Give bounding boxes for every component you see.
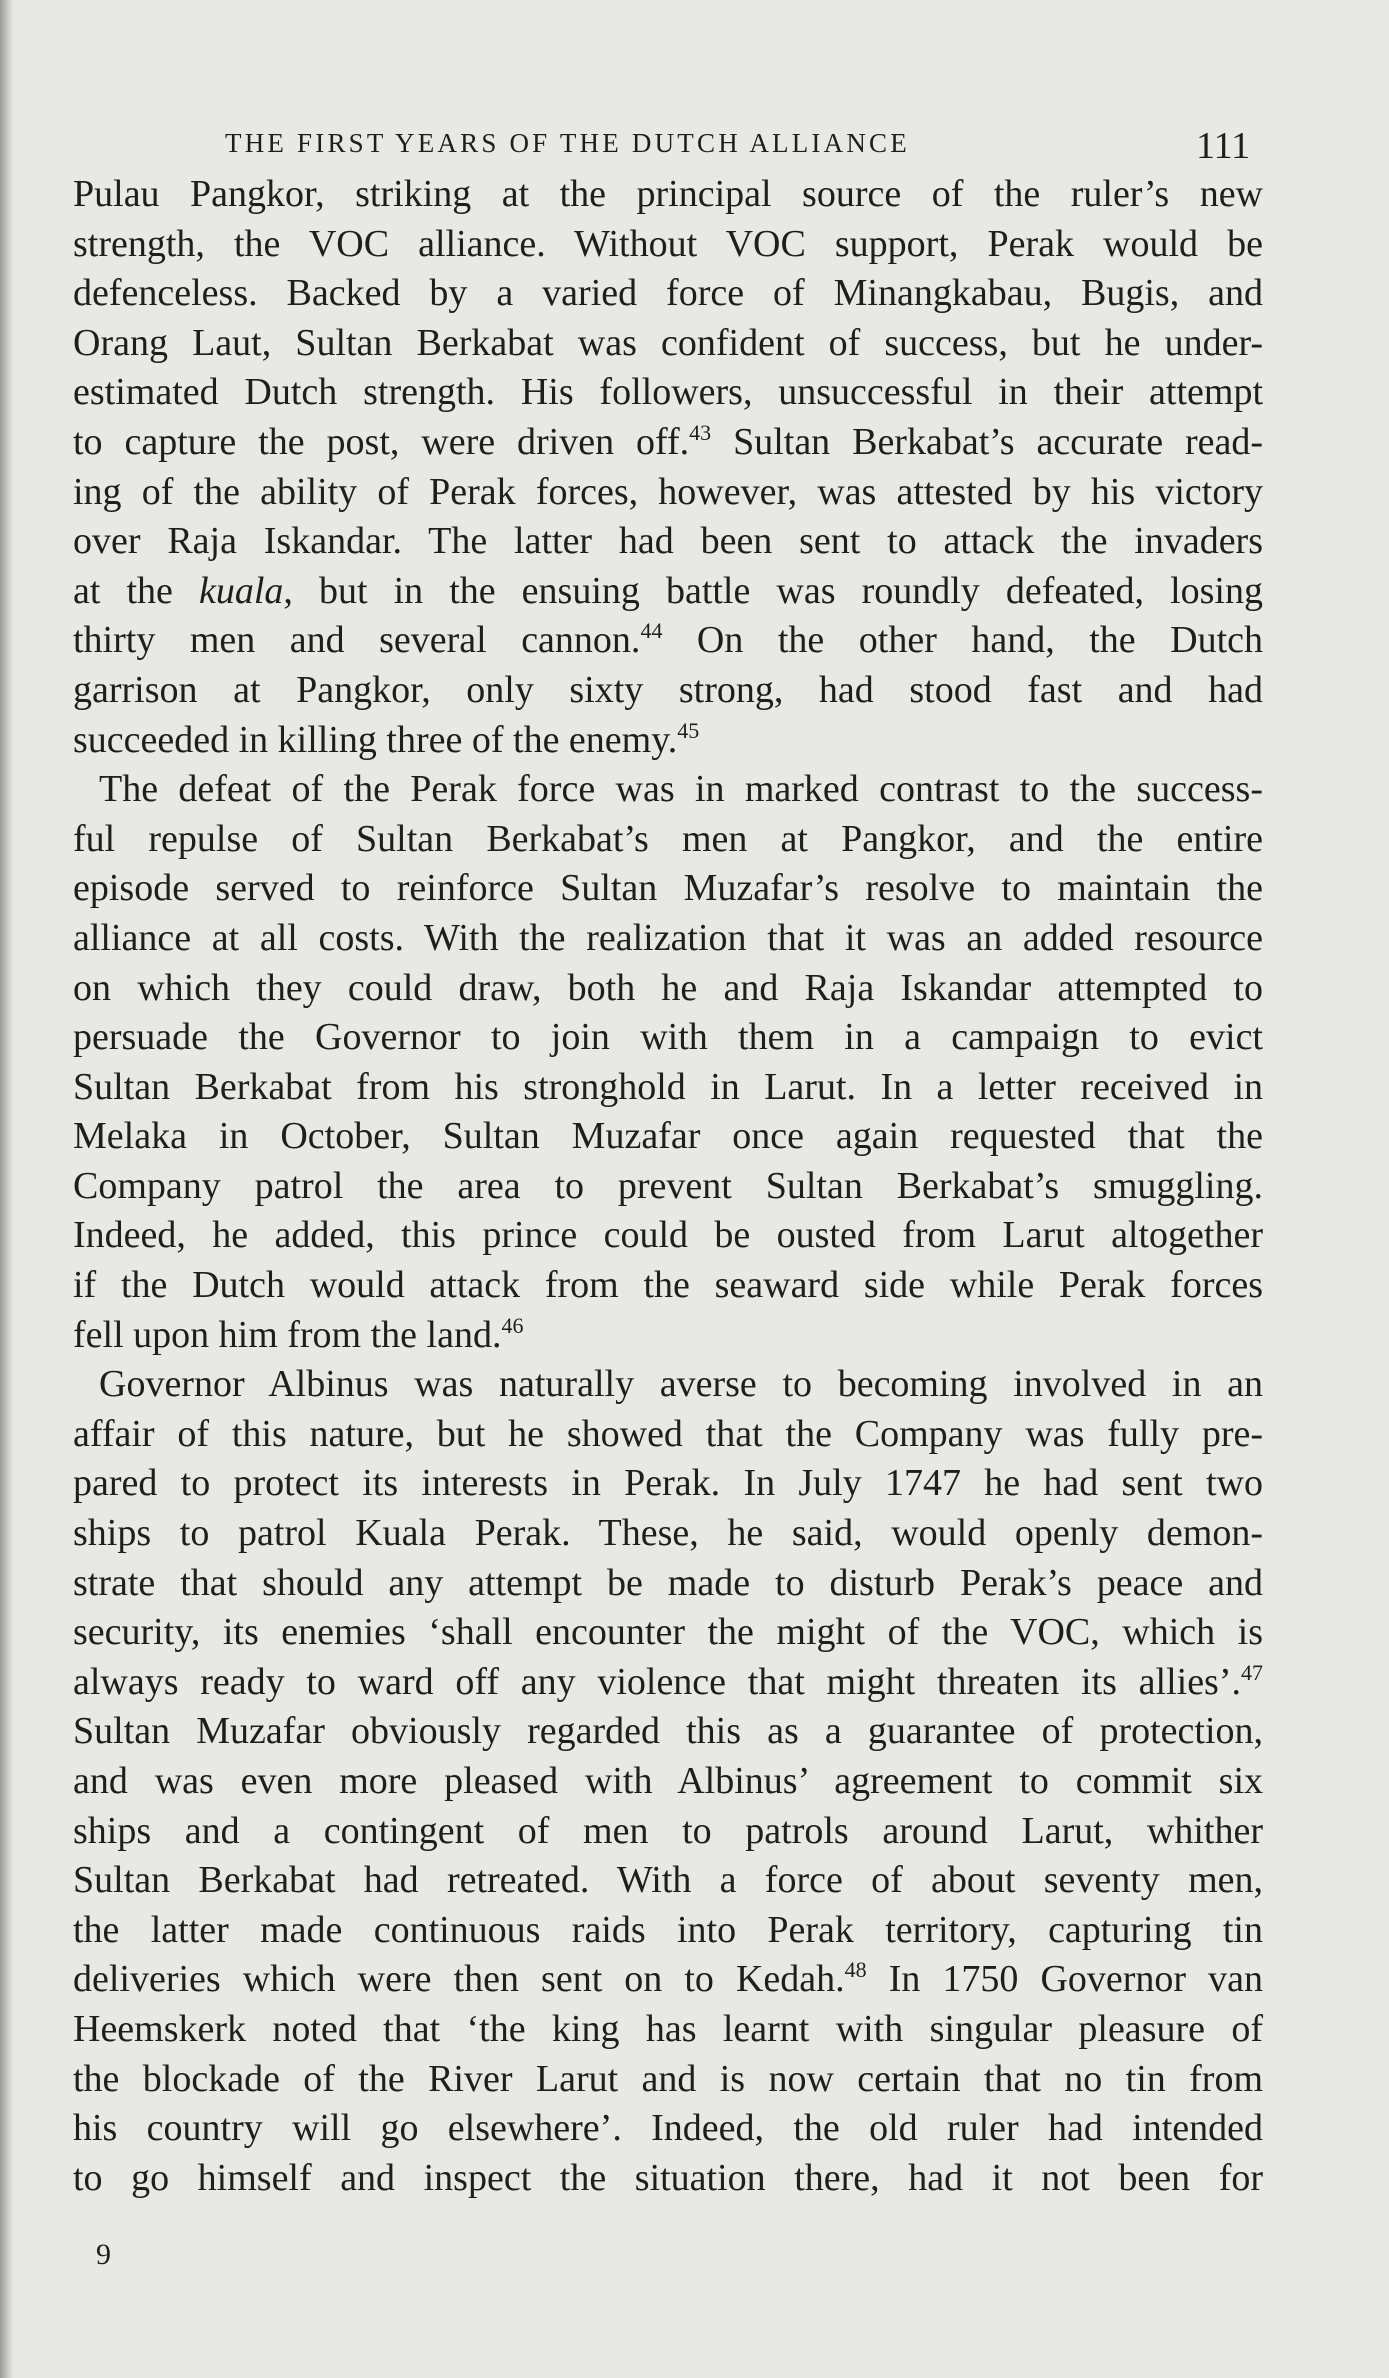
text-segment: strate that should any attempt be made to disturb Perak’s peace and — [73, 1561, 1263, 1604]
page-number: 111 — [1196, 125, 1251, 167]
text-segment: to capture the post, were driven off. — [73, 420, 690, 463]
footnote-ref: 44 — [640, 618, 663, 644]
text-segment: garrison at Pangkor, only sixty strong, had stood fast and had — [73, 668, 1263, 711]
text-line — [73, 1608, 1263, 1658]
text-line — [73, 864, 1263, 914]
text-segment: pared to protect its interests in Perak. In July 1747 he had sent two — [73, 1462, 1263, 1505]
text-line — [73, 1658, 1263, 1708]
text-segment: defenceless. Backed by a varied force of Minangkabau, Bugis, and — [73, 272, 1263, 315]
text-line — [73, 1410, 1263, 1460]
text-segment: deliveries which were then sent on to Kedah. — [73, 1958, 845, 2001]
text-segment: ships and a contingent of men to patrols around Larut, whither — [73, 1809, 1263, 1852]
text-line — [73, 2104, 1263, 2154]
text-segment: , but in the ensuing battle was roundly defeated, losing — [283, 569, 1263, 612]
text-line — [73, 914, 1263, 964]
text-segment: the latter made continuous raids into Perak territory, capturing tin — [73, 1908, 1263, 1951]
text-line — [73, 716, 1263, 766]
footnote-ref: 45 — [677, 717, 700, 743]
text-segment: On the other hand, the Dutch — [662, 619, 1264, 662]
text-line — [73, 666, 1263, 716]
text-segment: Indeed, he added, this prince could be ousted from Larut altogether — [73, 1214, 1263, 1257]
footnote-ref: 47 — [1241, 1659, 1263, 1685]
text-segment: Sultan Berkabat had retreated. With a force of about seventy men, — [73, 1859, 1263, 1902]
text-line — [73, 1261, 1263, 1311]
text-segment: Pulau Pangkor, striking at the principal source of the ruler’s new — [73, 173, 1263, 215]
text-line — [73, 616, 1263, 666]
text-segment: Sultan Muzafar obviously regarded this as a guarantee of protection, — [73, 1710, 1263, 1753]
text-line — [73, 1211, 1263, 1261]
text-segment: fell upon him from the land. — [73, 1313, 502, 1356]
text-line — [73, 1063, 1263, 1113]
footnote-ref: 43 — [689, 419, 712, 445]
text-line — [73, 1757, 1263, 1807]
running-title: THE FIRST YEARS OF THE DUTCH ALLIANCE — [225, 128, 910, 158]
text-segment: the blockade of the River Larut and is now certain that no tin from — [73, 2057, 1263, 2100]
text-line — [73, 2055, 1263, 2105]
text-segment: ful repulse of Sultan Berkabat’s men at Pangkor, and the entire — [73, 817, 1263, 860]
text-segment: Orang Laut, Sultan Berkabat was confident of success, but he under- — [73, 321, 1263, 364]
text-line — [73, 1906, 1263, 1956]
text-segment: Melaka in October, Sultan Muzafar once again requested that the — [73, 1115, 1263, 1158]
text-segment: on which they could draw, both he and Raja Iskandar attempted to — [73, 966, 1263, 1009]
text-line — [73, 1707, 1263, 1757]
text-line — [73, 964, 1263, 1014]
text-segment: Governor Albinus was naturally averse to becoming involved in an — [99, 1363, 1263, 1406]
text-line — [73, 1559, 1263, 1609]
text-segment: alliance at all costs. With the realization that it was an added resource — [73, 916, 1263, 959]
text-segment: security, its enemies ‘shall encounter the might of the VOC, which is — [73, 1611, 1263, 1654]
text-line — [73, 170, 1263, 220]
page-gutter-shadow — [0, 0, 14, 2378]
text-line — [73, 1856, 1263, 1906]
text-segment: Sultan Berkabat’s accurate read- — [711, 420, 1264, 463]
text-line — [73, 1459, 1263, 1509]
text-line — [73, 1013, 1263, 1063]
text-segment: thirty men and several cannon. — [73, 619, 641, 662]
text-segment: In 1750 Governor van — [866, 1958, 1264, 2001]
text-line — [73, 1311, 1263, 1361]
footnote-ref: 48 — [844, 1957, 867, 1983]
text-line — [73, 368, 1263, 418]
signature-mark: 9 — [96, 2238, 111, 2271]
text-line — [73, 319, 1263, 369]
footnote-ref: 46 — [501, 1312, 524, 1338]
text-segment: if the Dutch would attack from the seaward side while Perak forces — [73, 1264, 1263, 1307]
text-line — [73, 567, 1263, 617]
text-segment: always ready to ward off any violence that might threaten its allies’. — [73, 1660, 1241, 1703]
text-segment: ing of the ability of Perak forces, however, was attested by his victory — [73, 470, 1263, 513]
text-line — [73, 269, 1263, 319]
text-segment: to go himself and inspect the situation there, had it not been for — [73, 2156, 1263, 2199]
text-segment: Company patrol the area to prevent Sultan Berkabat’s smuggling. — [73, 1164, 1263, 1207]
text-line — [73, 220, 1263, 270]
text-segment: episode served to reinforce Sultan Muzafar’s resolve to maintain the — [73, 867, 1263, 910]
text-line — [73, 468, 1263, 518]
text-line — [73, 1112, 1263, 1162]
italic-term: kuala — [198, 569, 284, 612]
text-line — [73, 1162, 1263, 1212]
text-segment: and was even more pleased with Albinus’ agreement to commit six — [73, 1760, 1263, 1802]
text-line — [73, 1360, 1263, 1410]
text-segment: estimated Dutch strength. His followers, unsuccessful in their attempt — [73, 371, 1263, 414]
body-text — [73, 170, 1263, 2203]
text-line — [73, 815, 1263, 865]
text-line — [73, 1509, 1263, 1559]
text-segment: his country will go elsewhere’. Indeed, the old ruler had intended — [73, 2107, 1263, 2150]
text-segment: succeeded in killing three of the enemy. — [73, 718, 678, 761]
text-line — [73, 2154, 1263, 2204]
text-segment: ships to patrol Kuala Perak. These, he said, would openly demon- — [73, 1512, 1263, 1555]
text-line — [73, 1807, 1263, 1857]
text-segment: Heemskerk noted that ‘the king has learnt with singular pleasure of — [73, 2007, 1263, 2050]
text-segment: at the — [73, 569, 199, 612]
text-segment: affair of this nature, but he showed that the Company was fully pre- — [73, 1412, 1263, 1455]
text-line — [73, 2005, 1263, 2055]
text-line — [73, 1955, 1263, 2005]
text-segment: persuade the Governor to join with them in a campaign to evict — [73, 1016, 1263, 1059]
text-line — [73, 517, 1263, 567]
text-segment: strength, the VOC alliance. Without VOC support, Perak would be — [73, 222, 1263, 265]
text-line — [73, 418, 1263, 468]
text-line — [73, 765, 1263, 815]
text-segment: The defeat of the Perak force was in marked contrast to the success- — [99, 768, 1263, 811]
text-segment: over Raja Iskandar. The latter had been sent to attack the invaders — [73, 520, 1263, 563]
text-segment: Sultan Berkabat from his stronghold in Larut. In a letter received in — [73, 1065, 1263, 1108]
